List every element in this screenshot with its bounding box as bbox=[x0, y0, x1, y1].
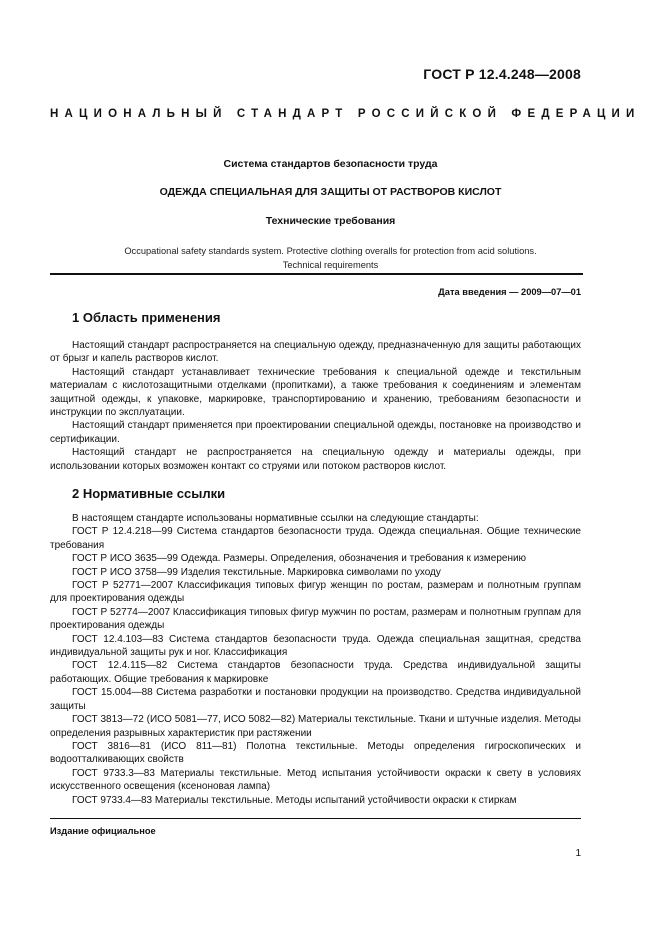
paragraph: В настоящем стандарте использованы нормативные ссылки на следующие стандарты: bbox=[72, 513, 479, 524]
paragraph: Настоящий стандарт не распространяется на специальную одежду и материалы одежды, при использовании которых возможен контакт со струями или потоком растворов кислот. bbox=[50, 447, 581, 472]
reference-item: ГОСТ Р 12.4.218—99 Система стандартов безопасности труда. Одежда специальная. Общие технические требования bbox=[50, 526, 581, 551]
reference-item: ГОСТ Р ИСО 3635—99 Одежда. Размеры. Определения, обозначения и требования к измерению bbox=[72, 553, 527, 565]
reference-item: ГОСТ Р 52774—2007 Классификация типовых фигур мужчин по ростам, размерам и полнотным группам для проектирования одежды bbox=[50, 606, 581, 632]
reference-item: ГОСТ 9733.3—83 Материалы текстильные. Метод испытания устойчивости окраски к свету в условиях искусственного освещения (ксеноновая лампа) bbox=[50, 767, 581, 793]
edition-label: Издание официальное bbox=[50, 826, 156, 836]
reference-item: ГОСТ Р ИСО 3758—99 Изделия текстильные. Маркировка символами по уходу bbox=[72, 566, 441, 578]
section-1-body bbox=[50, 339, 581, 473]
series-title: Система стандартов безопасности труда bbox=[223, 158, 438, 170]
reference-item: ГОСТ 3816—81 (ИСО 811—81) Полотна текстильные. Методы определения гигроскопических и водоотталкивающих свойств bbox=[50, 740, 581, 766]
paragraph: Настоящий стандарт применяется при проектировании специальной одежды, постановке на производство и сертификации. bbox=[50, 420, 581, 445]
english-title-line-1: Occupational safety standards system. Protective clothing overalls for protection from acid solutions. bbox=[124, 246, 537, 256]
reference-item: ГОСТ 12.4.103—83 Система стандартов безопасности труда. Одежда специальная защитная, средства индивидуальной защиты рук и ног. Классификация bbox=[50, 633, 581, 659]
national-standard-banner: НАЦИОНАЛЬНЫЙ СТАНДАРТ РОССИЙСКОЙ ФЕДЕРАЦИИ bbox=[50, 108, 641, 120]
reference-item: ГОСТ 12.4.115—82 Система стандартов безопасности труда. Средства индивидуальной защиты работающих. Общие требования к маркировке bbox=[50, 660, 581, 685]
english-title-line-2: Technical requirements bbox=[282, 260, 379, 270]
section-2-heading: 2 Нормативные ссылки bbox=[72, 486, 226, 501]
subtitle: Технические требования bbox=[265, 215, 396, 227]
reference-item: ГОСТ 3813—72 (ИСО 5081—77, ИСО 5082—82) Материалы текстильные. Ткани и штучные изделия. Методы определения разрывных характеристик при растяжении bbox=[50, 714, 581, 739]
document-code: ГОСТ Р 12.4.248—2008 bbox=[423, 66, 581, 82]
english-title bbox=[60, 244, 601, 272]
footer-divider bbox=[50, 818, 581, 819]
page-number: 1 bbox=[575, 848, 581, 859]
section-1-heading: 1 Область применения bbox=[72, 310, 221, 325]
reference-item: ГОСТ 9733.4—83 Материалы текстильные. Методы испытаний устойчивости окраски к стиркам bbox=[72, 794, 517, 806]
introduction-date: Дата введения — 2009—07—01 bbox=[438, 287, 581, 297]
paragraph: Настоящий стандарт распространяется на специальную одежду, предназначенную для защиты работающих от брызг и капель растворов кислот. bbox=[50, 340, 581, 365]
header-divider bbox=[50, 273, 583, 275]
reference-item: ГОСТ 15.004—88 Система разработки и постановки продукции на производство. Средства индивидуальной защиты bbox=[50, 687, 581, 712]
main-title: ОДЕЖДА СПЕЦИАЛЬНАЯ ДЛЯ ЗАЩИТЫ ОТ РАСТВОРОВ КИСЛОТ bbox=[159, 186, 502, 198]
section-2-body bbox=[50, 512, 581, 807]
paragraph: Настоящий стандарт устанавливает технические требования к специальной одежде и текстильным материалам с кислотозащитными отделками (пропитками), а также требования к соединениям и элементам защитной одежды, к упаковке, маркировке, транспортированию и хранению, требованиям безопасности и инструкции по эксплуатации. bbox=[50, 366, 581, 419]
reference-item: ГОСТ Р 52771—2007 Классификация типовых фигур женщин по ростам, размерам и полнотным группам для проектирования одежды bbox=[50, 580, 581, 605]
